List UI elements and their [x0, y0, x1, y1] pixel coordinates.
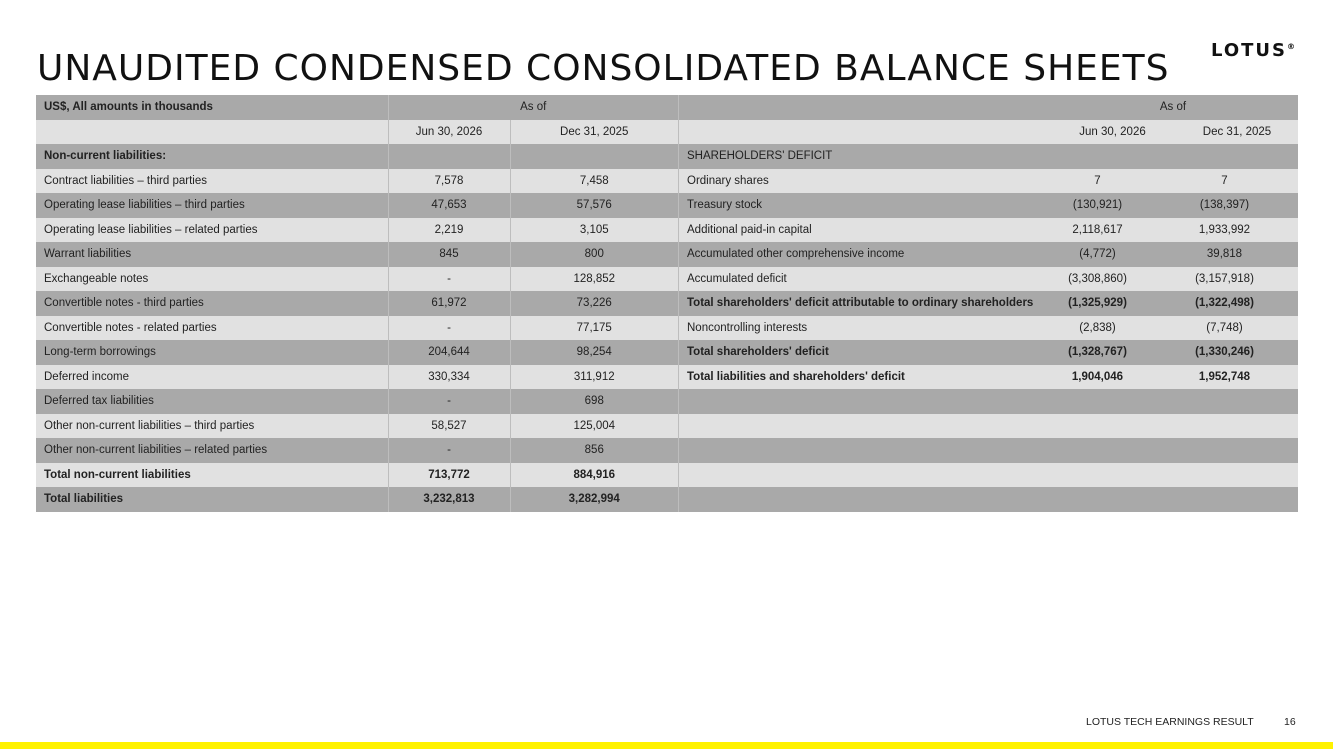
page-number: 16: [1284, 716, 1296, 728]
value-dec-2025: 7: [1177, 169, 1298, 194]
units-label: US$, All amounts in thousands: [36, 95, 388, 120]
footer-text: LOTUS TECH EARNINGS RESULT: [1086, 716, 1254, 728]
value-dec-2025: 73,226: [510, 291, 678, 316]
value-jun-2026: (3,308,860): [1049, 267, 1177, 292]
as-of-header: As of: [1049, 95, 1298, 120]
row-label: Other non-current liabilities – third parties: [36, 414, 388, 439]
table-row: [36, 487, 678, 512]
value-dec-2025: 57,576: [510, 193, 678, 218]
value-dec-2025: (3,157,918): [1177, 267, 1298, 292]
value-dec-2025: 98,254: [510, 340, 678, 365]
col-dec-2025: Dec 31, 2025: [1177, 120, 1298, 145]
row-label: Operating lease liabilities – third parties: [36, 193, 388, 218]
value-jun-2026: 204,644: [388, 340, 510, 365]
value-dec-2025: 1,952,748: [1177, 365, 1298, 390]
table-row: [36, 414, 678, 439]
liabilities-table: [36, 95, 678, 512]
row-label: Accumulated deficit: [679, 267, 1049, 292]
section-row: [36, 144, 678, 169]
value-jun-2026: 1,904,046: [1049, 365, 1177, 390]
row-label: Operating lease liabilities – related parties: [36, 218, 388, 243]
value-dec-2025: 1,933,992: [1177, 218, 1298, 243]
value-jun-2026: -: [388, 389, 510, 414]
row-label: Contract liabilities – third parties: [36, 169, 388, 194]
as-of-header: As of: [388, 95, 678, 120]
table-row: [679, 193, 1298, 218]
row-label: Long-term borrowings: [36, 340, 388, 365]
value-jun-2026: -: [388, 438, 510, 463]
value-dec-2025: (138,397): [1177, 193, 1298, 218]
value-dec-2025: 77,175: [510, 316, 678, 341]
row-label: Total shareholders' deficit: [679, 340, 1049, 365]
value-jun-2026: 2,219: [388, 218, 510, 243]
value-jun-2026: 713,772: [388, 463, 510, 488]
value-jun-2026: (1,325,929): [1049, 291, 1177, 316]
section-label: SHAREHOLDERS' DEFICIT: [679, 144, 1049, 169]
row-label: Accumulated other comprehensive income: [679, 242, 1049, 267]
value-jun-2026: 47,653: [388, 193, 510, 218]
value-jun-2026: (4,772): [1049, 242, 1177, 267]
value-dec-2025: (1,330,246): [1177, 340, 1298, 365]
empty-row: [679, 414, 1298, 439]
value-dec-2025: 311,912: [510, 365, 678, 390]
table-row: [36, 340, 678, 365]
table-header-row: [36, 95, 678, 120]
empty-row: [679, 438, 1298, 463]
value-jun-2026: 58,527: [388, 414, 510, 439]
col-jun-2026: Jun 30, 2026: [1049, 120, 1177, 145]
table-row: [36, 267, 678, 292]
value-jun-2026: 61,972: [388, 291, 510, 316]
row-label: Deferred tax liabilities: [36, 389, 388, 414]
row-label: Convertible notes - third parties: [36, 291, 388, 316]
section-label: Non-current liabilities:: [36, 144, 388, 169]
value-jun-2026: 7,578: [388, 169, 510, 194]
row-label: Other non-current liabilities – related parties: [36, 438, 388, 463]
value-dec-2025: (7,748): [1177, 316, 1298, 341]
value-jun-2026: (2,838): [1049, 316, 1177, 341]
value-jun-2026: -: [388, 316, 510, 341]
table-row: [679, 316, 1298, 341]
empty-row: [679, 487, 1298, 512]
logo-text: LOTUS: [1211, 40, 1287, 61]
table-row: [679, 291, 1298, 316]
value-dec-2025: 856: [510, 438, 678, 463]
row-label: Total shareholders' deficit attributable to ordinary shareholders: [679, 291, 1049, 316]
value-dec-2025: (1,322,498): [1177, 291, 1298, 316]
table-row: [679, 267, 1298, 292]
table-row: [36, 389, 678, 414]
row-label: Noncontrolling interests: [679, 316, 1049, 341]
table-row: [36, 169, 678, 194]
page-title: UNAUDITED CONDENSED CONSOLIDATED BALANCE SHEETS: [37, 48, 1170, 89]
balance-sheet-tables: [36, 95, 1297, 512]
table-row: [679, 169, 1298, 194]
row-label: Warrant liabilities: [36, 242, 388, 267]
value-dec-2025: 800: [510, 242, 678, 267]
empty-row: [679, 389, 1298, 414]
table-row: [36, 291, 678, 316]
value-jun-2026: (1,328,767): [1049, 340, 1177, 365]
table-header-row: [679, 95, 1298, 120]
table-row: [36, 316, 678, 341]
value-dec-2025: 884,916: [510, 463, 678, 488]
table-row: [679, 340, 1298, 365]
table-row: [679, 365, 1298, 390]
row-label: Exchangeable notes: [36, 267, 388, 292]
row-label: Ordinary shares: [679, 169, 1049, 194]
value-jun-2026: 330,334: [388, 365, 510, 390]
section-row: [679, 144, 1298, 169]
table-row: [36, 438, 678, 463]
date-header-row: [679, 120, 1298, 145]
value-dec-2025: 3,105: [510, 218, 678, 243]
value-jun-2026: 3,232,813: [388, 487, 510, 512]
col-jun-2026: Jun 30, 2026: [388, 120, 510, 145]
equity-table: [678, 95, 1298, 512]
date-header-row: [36, 120, 678, 145]
value-dec-2025: 698: [510, 389, 678, 414]
table-row: [36, 463, 678, 488]
row-label: Total non-current liabilities: [36, 463, 388, 488]
value-dec-2025: 3,282,994: [510, 487, 678, 512]
empty-row: [679, 463, 1298, 488]
row-label: Treasury stock: [679, 193, 1049, 218]
table-row: [679, 218, 1298, 243]
row-label: Deferred income: [36, 365, 388, 390]
value-jun-2026: (130,921): [1049, 193, 1177, 218]
row-label: Total liabilities and shareholders' deficit: [679, 365, 1049, 390]
table-row: [679, 242, 1298, 267]
liabilities-rows: [36, 169, 678, 512]
value-dec-2025: 7,458: [510, 169, 678, 194]
registered-mark: ®: [1287, 42, 1295, 51]
value-dec-2025: 39,818: [1177, 242, 1298, 267]
value-jun-2026: -: [388, 267, 510, 292]
value-dec-2025: 125,004: [510, 414, 678, 439]
brand-bar: [0, 742, 1333, 749]
value-jun-2026: 845: [388, 242, 510, 267]
equity-rows: [679, 169, 1298, 512]
table-row: [36, 193, 678, 218]
value-jun-2026: 2,118,617: [1049, 218, 1177, 243]
row-label: Convertible notes - related parties: [36, 316, 388, 341]
col-dec-2025: Dec 31, 2025: [510, 120, 678, 145]
table-row: [36, 365, 678, 390]
lotus-logo: [1211, 40, 1295, 61]
row-label: Total liabilities: [36, 487, 388, 512]
value-jun-2026: 7: [1049, 169, 1177, 194]
table-row: [36, 242, 678, 267]
value-dec-2025: 128,852: [510, 267, 678, 292]
row-label: Additional paid-in capital: [679, 218, 1049, 243]
table-row: [36, 218, 678, 243]
